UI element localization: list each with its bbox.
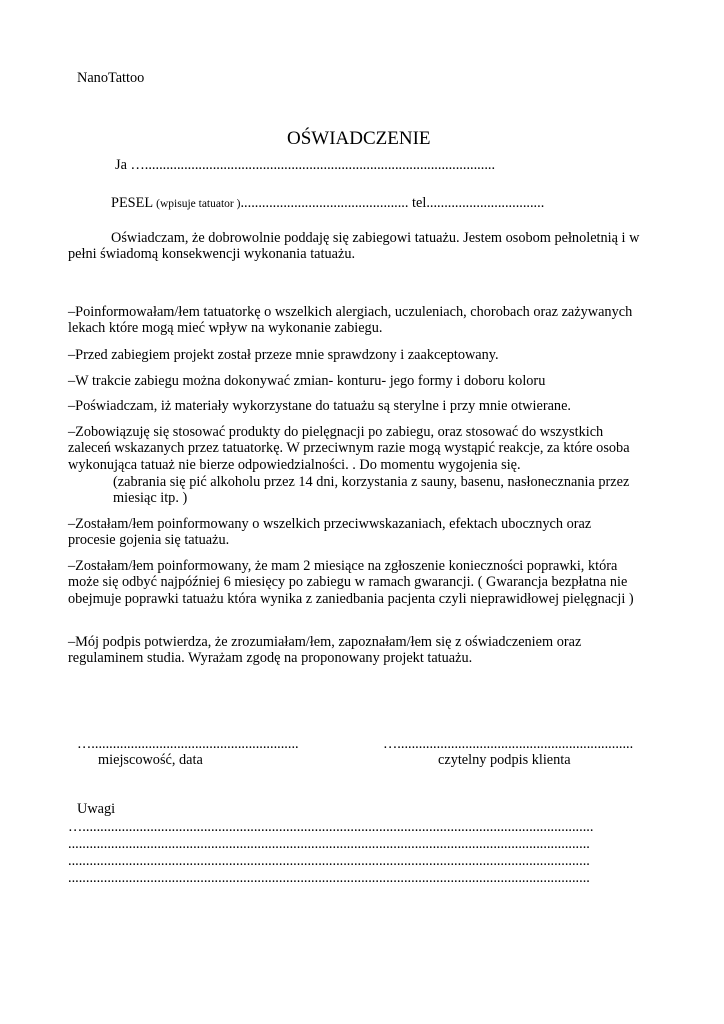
remarks-label: Uwagi (77, 801, 116, 817)
aftercare-note (68, 474, 658, 507)
pesel-dots: ............................................... (240, 195, 409, 211)
statement-line: –Przed zabiegiem projekt został przeze mnie sprawdzony i zaakceptowany. (68, 347, 499, 363)
statement-line: –Zobowiązuję się stosować produkty do pielęgnacji po zabiegu, oraz stosować do wszystkich (68, 424, 604, 440)
page-title: OŚWIADCZENIE (287, 128, 431, 149)
statement-item (68, 516, 658, 549)
statement-item (68, 398, 658, 414)
statement-item (68, 558, 658, 607)
signature-label: czytelny podpis klienta (438, 752, 571, 768)
tel-field: tel................................. (408, 195, 545, 211)
pesel-label: PESEL (111, 195, 153, 211)
signature-dots: ….................................................................. (383, 736, 634, 752)
place-date-dots: ….......................................................... (77, 736, 299, 752)
statement-item (68, 304, 658, 337)
brand-name: NanoTattoo (77, 70, 145, 86)
statement-line: –Zostałam/łem poinformowany, że mam 2 miesiące na zgłoszenie konieczności poprawki, która (68, 558, 618, 574)
pesel-row (111, 195, 544, 211)
statement-line: regulaminem studia. Wyrażam zgodę na proponowany projekt tatuażu. (68, 650, 473, 667)
statement-line: zaleceń wskazanych przez tatuatorkę. W przeciwnym razie mogą wystąpić reakcje, za które osoba (68, 440, 630, 457)
statement-item (68, 373, 658, 389)
statement-line: –W trakcie zabiegu można dokonywać zmian- konturu- jego formy i doboru koloru (68, 373, 546, 389)
statement-line: obejmuje poprawki tatuażu która wynika z zaniedbania pacjenta czyli nieprawidłowej pielęgnacji ) (68, 590, 634, 607)
place-date-label: miejscowość, data (98, 752, 203, 768)
statement-item (68, 347, 658, 363)
remarks-line: …............................................................................................................................................... (68, 819, 594, 835)
statement-line: –Poinformowałam/łem tatuatorkę o wszelkich alergiach, uczuleniach, chorobach oraz zażywanych (68, 304, 633, 320)
statement-item (68, 424, 658, 473)
statement-line: (zabrania się pić alkoholu przez 14 dni, korzystania z sauny, basenu, nasłonecznania przez (113, 474, 630, 490)
statement-item (68, 634, 658, 667)
remarks-line: .................................................................................................................................................. (68, 853, 590, 869)
statement-line: –Zostałam/łem poinformowany o wszelkich przeciwwskazaniach, efektach ubocznych oraz (68, 516, 592, 532)
pesel-note: (wpisuje tatuator ) (156, 198, 241, 210)
intro-line: Oświadczam, że dobrowolnie poddaję się zabiegowi tatuażu. Jestem osobom pełnoletnią i w (111, 230, 640, 246)
name-field-line: Ja ….................................................................................................. (115, 157, 496, 173)
statement-line: procesie gojenia się tatuażu. (68, 532, 230, 549)
statement-line: –Poświadczam, iż materiały wykorzystane do tatuażu są sterylne i przy mnie otwierane. (68, 398, 571, 414)
statement-line: wykonująca tatuaż nie bierze odpowiedzialności. . Do momentu wygojenia się. (68, 456, 521, 473)
statement-line: miesiąc itp. ) (113, 490, 188, 507)
intro-paragraph (68, 230, 658, 263)
remarks-line: .................................................................................................................................................. (68, 836, 590, 852)
statement-line: –Mój podpis potwierdza, że zrozumiałam/łem, zapoznałam/łem się z oświadczeniem oraz (68, 634, 582, 650)
statement-line: może się odbyć najpóźniej 6 miesięcy po zabiegu w ramach gwarancji. ( Gwarancja bezpłatna nie (68, 574, 628, 591)
statement-line: lekach które mogą mieć wpływ na wykonanie zabiegu. (68, 320, 383, 337)
remarks-lines (68, 819, 658, 887)
remarks-line: .................................................................................................................................................. (68, 870, 590, 886)
intro-line: pełni świadomą konsekwencji wykonania tatuażu. (68, 246, 356, 263)
